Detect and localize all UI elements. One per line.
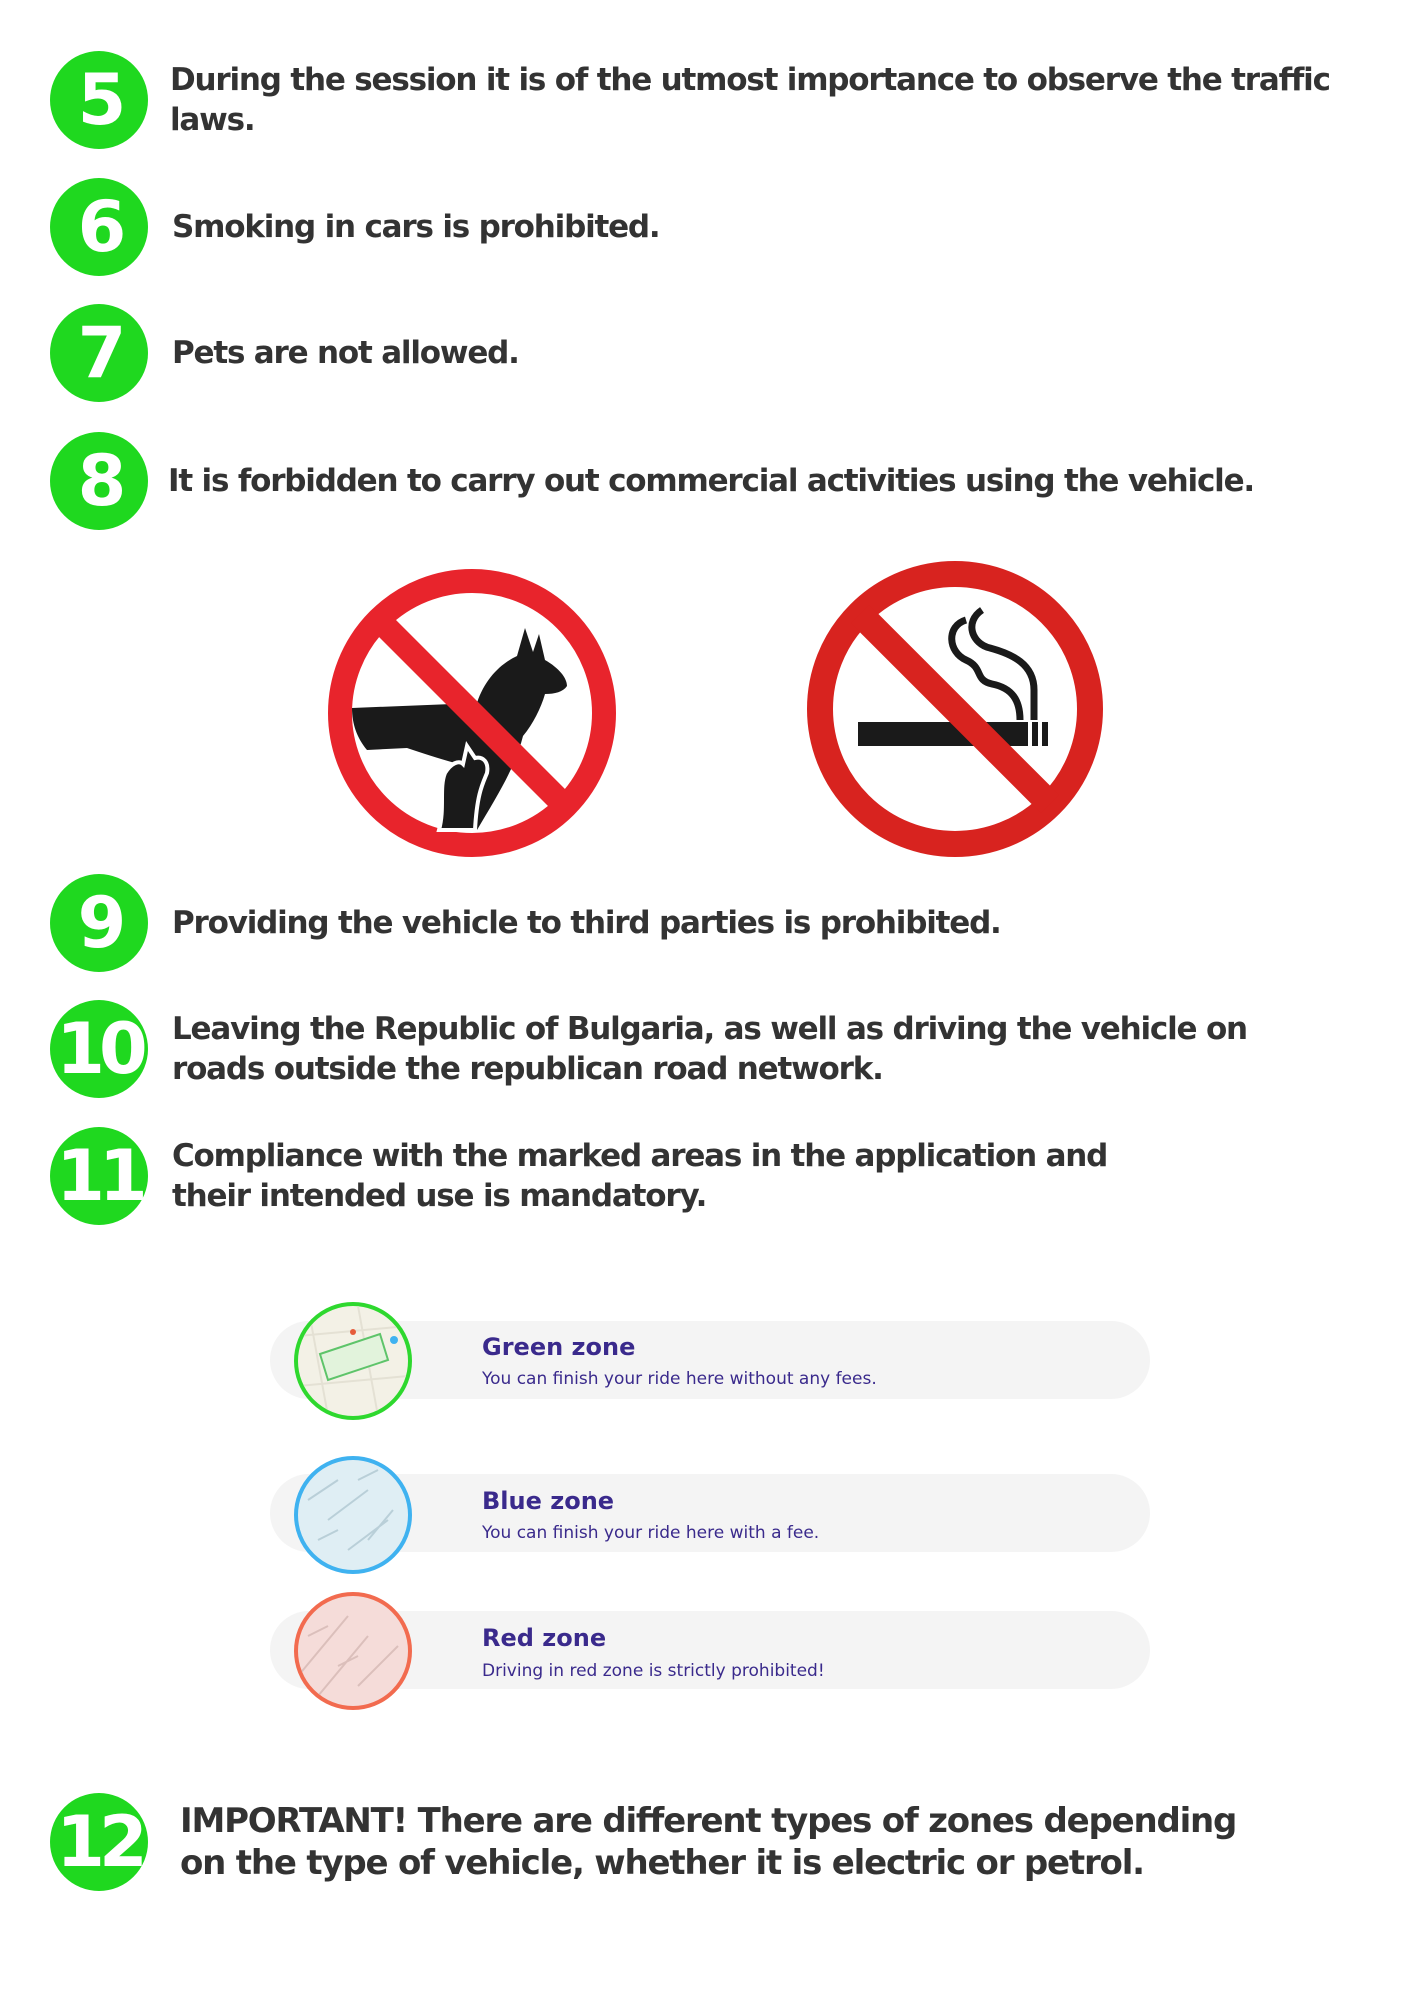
rule-text: IMPORTANT! There are different types of zones depending on the type of vehicle, whether it is electric or petrol. [180,1801,1237,1883]
zone-title: Blue zone [482,1487,615,1515]
rule-8 [50,432,1254,530]
green-zone-map-thumbnail [294,1302,412,1420]
rule-5 [50,51,1414,149]
rule-number-badge: 10 [50,1000,148,1098]
map-icon [298,1460,408,1570]
rule-text: Leaving the Republic of Bulgaria, as well as driving the vehicle on roads outside the republican road network. [172,1011,1247,1087]
rule-10 [50,1000,1272,1098]
rule-number-badge: 12 [50,1793,148,1891]
rule-number-badge: 5 [50,51,148,149]
rule-number-badge: 6 [50,178,148,276]
map-icon [298,1306,408,1416]
rule-number-badge: 9 [50,874,148,972]
rule-12 [50,1793,1260,1891]
rule-number-badge: 11 [50,1127,148,1225]
rule-text: Pets are not allowed. [172,335,519,371]
rule-text: Providing the vehicle to third parties is prohibited. [172,905,1001,941]
zone-description: Driving in red zone is strictly prohibited! [482,1661,825,1681]
rule-text: During the session it is of the utmost importance to observe the traffic laws. [170,62,1330,138]
zone-description: You can finish your ride here with a fee. [482,1523,820,1543]
rule-text: Smoking in cars is prohibited. [172,209,660,245]
no-pets-icon [327,568,617,858]
rule-text: It is forbidden to carry out commercial activities using the vehicle. [168,463,1254,499]
zone-title: Green zone [482,1333,636,1361]
rule-number-badge: 8 [50,432,148,530]
rule-text: Compliance with the marked areas in the application and their intended use is mandatory. [172,1138,1108,1214]
red-zone-map-thumbnail [294,1592,412,1710]
rule-6 [50,178,660,276]
blue-zone-map-thumbnail [294,1456,412,1574]
rule-11 [50,1127,1172,1225]
rule-number-badge: 7 [50,304,148,402]
rule-7 [50,304,519,402]
rule-9 [50,874,1001,972]
no-smoking-icon [806,560,1104,858]
zone-title: Red zone [482,1624,607,1652]
map-icon [298,1596,408,1706]
zone-description: You can finish your ride here without any fees. [482,1369,877,1389]
